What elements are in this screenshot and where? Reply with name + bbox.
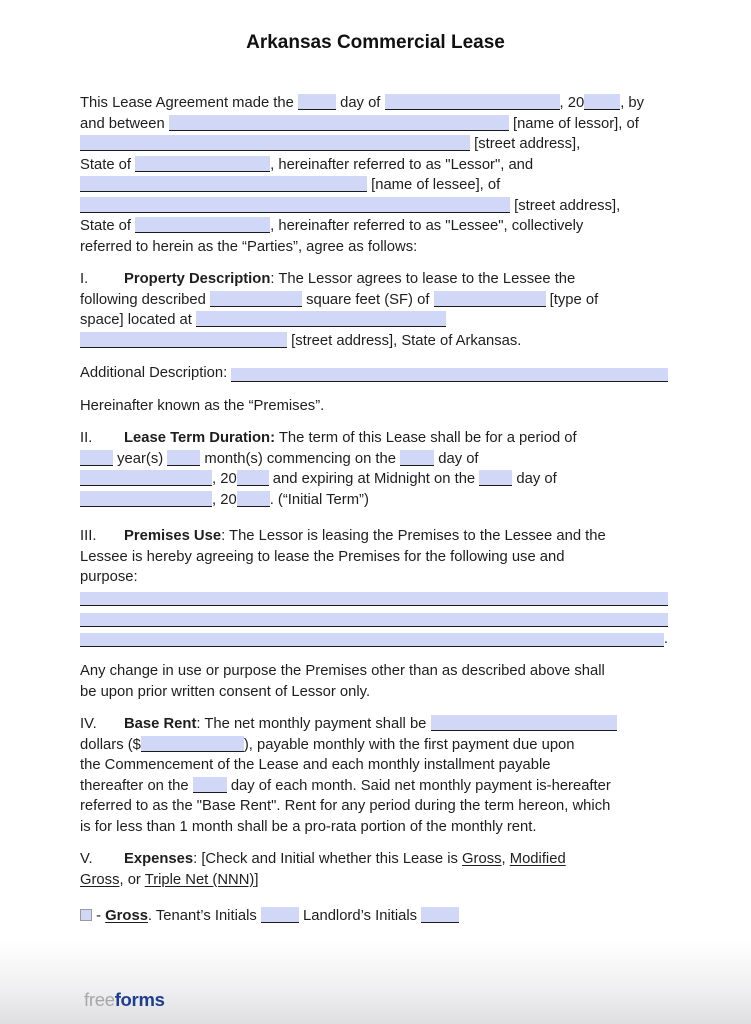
text-line	[80, 175, 668, 196]
footer-band	[0, 940, 751, 1024]
text-segment: thereafter on the	[80, 777, 193, 794]
text-segment: . Tenant’s Initials	[147, 908, 261, 924]
text-line	[80, 547, 668, 568]
text-segment: : The net monthly payment shall be	[196, 716, 431, 732]
emphasized-text: Lease Term Duration:	[124, 430, 276, 446]
made-day-blank[interactable]	[298, 94, 336, 110]
text-segment: referred to as the "Base Rent". Rent for any period during the term hereon, which	[80, 798, 611, 814]
term-months-blank[interactable]	[167, 450, 200, 466]
text-segment: [street address],	[470, 136, 581, 152]
text-segment: , 20	[212, 471, 237, 487]
text-line	[80, 363, 668, 384]
emphasized-text: Triple Net (NNN)	[144, 871, 255, 888]
text-line	[80, 629, 668, 650]
term-years-blank[interactable]	[80, 450, 113, 466]
text-line	[80, 526, 668, 547]
text-segment: square feet (SF) of	[301, 291, 434, 308]
text-segment: ,	[501, 851, 510, 867]
lessor-name-blank[interactable]	[169, 115, 509, 131]
text-segment: ), payable monthly with the first payment due upon	[243, 736, 575, 753]
lessee-name-blank[interactable]	[80, 176, 367, 192]
text-segment: , hereinafter referred to as "Lessor", and	[270, 156, 534, 173]
section-numeral: I.	[80, 271, 89, 287]
text-segment: , 20	[212, 491, 237, 508]
text-segment: following described	[80, 291, 210, 308]
text-segment: month(s) commencing on the	[200, 450, 401, 467]
commencing-year-blank[interactable]	[237, 470, 269, 486]
text-line	[80, 849, 668, 870]
text-line	[80, 608, 668, 629]
emphasized-text: Expenses	[124, 851, 194, 867]
text-segment: The term of this Lease shall be for a period of	[275, 430, 577, 446]
emphasized-text: Gross	[80, 871, 120, 888]
text-line	[80, 755, 668, 776]
text-line	[80, 237, 668, 258]
emphasized-text: Modified	[509, 851, 566, 867]
text-segment: [name of lessee], of	[367, 177, 501, 193]
text-segment: Hereinafter known as the “Premises”.	[80, 397, 325, 414]
text-line	[80, 428, 668, 449]
text-segment: year(s)	[113, 450, 168, 467]
freeforms-logo	[84, 990, 165, 1010]
text-line	[80, 469, 668, 490]
logo-free-text: free	[84, 989, 115, 1010]
text-line	[80, 290, 668, 311]
gross-checkbox[interactable]	[80, 909, 92, 921]
text-line	[80, 331, 668, 352]
text-segment: day of	[335, 95, 385, 111]
made-month-blank[interactable]	[385, 94, 560, 110]
text-segment: State of	[80, 218, 136, 234]
text-segment: Lessee is hereby agreeing to lease the Premises for the following use and	[80, 548, 565, 565]
type-of-space-blank[interactable]	[434, 291, 546, 307]
section-base-rent	[80, 714, 668, 837]
text-segment: [type of	[545, 291, 599, 308]
text-segment: : The Lessor is leasing the Premises to the Lessee and the	[221, 528, 606, 544]
commencing-month-blank[interactable]	[80, 470, 212, 486]
text-segment: ]	[254, 871, 259, 888]
rent-amount-words-blank[interactable]	[431, 715, 617, 731]
text-segment: , or	[119, 871, 145, 888]
section-lease-term-duration	[80, 428, 668, 510]
lessor-street-address-blank[interactable]	[80, 135, 470, 151]
rent-amount-number-blank[interactable]	[141, 736, 244, 752]
use-purpose-blank-2[interactable]	[80, 613, 668, 627]
emphasized-text: Property Description	[124, 271, 271, 287]
text-segment: space] located at	[80, 312, 196, 328]
text-segment: the Commencement of the Lease and each monthly installment payable	[80, 757, 551, 773]
text-line	[80, 817, 668, 838]
tenant-initials-blank[interactable]	[261, 907, 299, 923]
use-purpose-blank-3[interactable]	[80, 633, 664, 647]
text-segment: , 20	[559, 95, 585, 111]
text-line	[80, 870, 668, 891]
intro-paragraph	[80, 93, 668, 257]
emphasized-text: Gross	[105, 908, 148, 924]
text-segment: Landlord’s Initials	[298, 908, 422, 924]
emphasized-text: Base Rent	[124, 716, 197, 732]
text-segment: day of each month. Said net monthly payment is-hereafter	[226, 777, 611, 794]
section-property-description	[80, 269, 668, 351]
text-segment: [street address],	[510, 197, 621, 214]
text-line	[80, 714, 668, 735]
text-line	[80, 196, 668, 217]
gross-option-line	[80, 906, 668, 927]
section-numeral: IV.	[80, 716, 97, 732]
text-line	[80, 682, 668, 703]
made-year-blank[interactable]	[584, 94, 620, 110]
expiring-year-blank[interactable]	[237, 491, 270, 507]
text-line	[80, 776, 668, 797]
text-line	[80, 588, 668, 609]
square-feet-blank[interactable]	[210, 291, 302, 307]
lessee-street-address-blank[interactable]	[80, 197, 510, 213]
text-segment: dollars ($	[80, 736, 141, 753]
text-segment: day of	[512, 471, 557, 487]
commencing-day-blank[interactable]	[400, 450, 434, 466]
text-line	[80, 134, 668, 155]
text-segment: , hereinafter referred to as "Lessee", collectively	[270, 218, 584, 234]
text-line	[80, 114, 668, 135]
text-line	[80, 661, 668, 682]
text-segment: : [Check and Initial whether this Lease is	[193, 851, 463, 867]
expiring-month-blank[interactable]	[80, 491, 212, 507]
rent-due-day-blank[interactable]	[193, 777, 227, 793]
text-line	[80, 216, 668, 237]
section-numeral: III.	[80, 528, 97, 544]
section-numeral: II.	[80, 430, 93, 446]
use-purpose-blank-1[interactable]	[80, 592, 668, 606]
text-line	[80, 396, 668, 417]
emphasized-text: Gross	[462, 851, 502, 867]
text-segment: This Lease Agreement made the	[80, 95, 298, 111]
document-title: Arkansas Commercial Lease	[246, 32, 505, 53]
text-segment: [street address], State of Arkansas.	[287, 332, 522, 349]
text-line	[80, 796, 668, 817]
text-segment: [name of lessor], of	[508, 115, 639, 132]
section-expenses	[80, 849, 668, 890]
text-segment: Any change in use or purpose the Premises other than as described above shall	[80, 663, 605, 679]
logo-forms-text: forms	[114, 989, 165, 1010]
text-segment: Additional Description:	[80, 365, 232, 381]
text-segment: : The Lessor agrees to lease to the Lessee the	[270, 271, 576, 287]
text-line	[80, 310, 668, 331]
text-segment: day of	[434, 450, 479, 467]
text-segment: referred to herein as the “Parties”, agree as follows:	[80, 238, 418, 255]
text-segment: State of	[80, 156, 136, 173]
document-body	[80, 93, 668, 927]
text-line	[80, 155, 668, 176]
text-segment: .	[663, 630, 668, 647]
expiring-day-blank[interactable]	[479, 470, 512, 486]
text-line	[80, 735, 668, 756]
section-numeral: V.	[80, 851, 93, 867]
use-change-paragraph	[80, 661, 668, 702]
premises-known-line	[80, 396, 668, 417]
additional-description-line	[80, 363, 668, 384]
text-segment: . (“Initial Term”)	[269, 491, 369, 508]
text-segment: be upon prior written consent of Lessor only.	[80, 683, 371, 700]
text-line	[80, 906, 668, 927]
section-premises-use	[80, 526, 668, 649]
emphasized-text: Premises Use	[124, 528, 222, 544]
text-segment: purpose:	[80, 569, 138, 585]
text-segment: and expiring at Midnight on the	[268, 471, 480, 487]
landlord-initials-blank[interactable]	[421, 907, 459, 923]
property-address-blank-1[interactable]	[196, 311, 446, 327]
text-segment: and between	[80, 115, 169, 132]
text-line	[80, 567, 668, 588]
lessee-state-blank[interactable]	[135, 217, 270, 233]
text-segment: , by	[620, 95, 645, 111]
text-line	[80, 269, 668, 290]
text-line	[80, 93, 668, 114]
text-line	[80, 490, 668, 511]
text-line	[80, 449, 668, 470]
lessor-state-blank[interactable]	[135, 156, 270, 172]
text-segment: -	[92, 908, 106, 924]
property-address-blank-2[interactable]	[80, 332, 287, 348]
text-segment: is for less than 1 month shall be a pro-rata portion of the monthly rent.	[80, 818, 537, 835]
additional-description-blank[interactable]	[231, 368, 668, 382]
